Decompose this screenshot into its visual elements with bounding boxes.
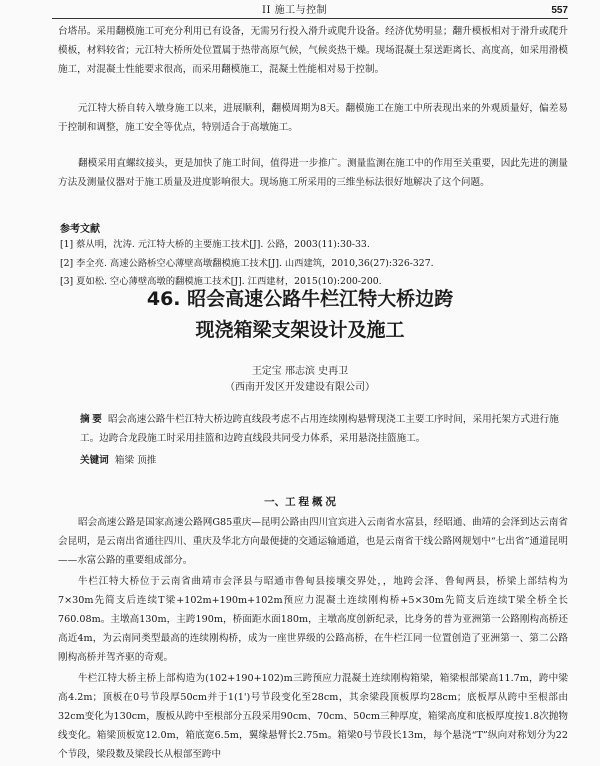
reference-item: [3] 夏如松. 空心薄壁高墩的翻模施工技术[J]. 江西建材，2015(10):200-200. bbox=[60, 276, 382, 287]
article-title-line-2: 现浇箱梁支架设计及施工 bbox=[195, 319, 405, 341]
reference-item: [2] 李全亮. 高速公路桥空心薄壁高墩翻模施工技术[J]. 山西建筑，2010,36(27):326-327. bbox=[60, 257, 434, 269]
body-paragraph: 牛栏江特大桥主桥上部构造为(102+190+102)m三跨预应力混凝土连续刚构箱梁，箱梁根部梁高11.7m，跨中梁高4.2m；顶板在0号节段厚50cm并于1(1')号节段变化至28cm，其余梁段顶板厚均28cm；底板厚从跨中至根部由32cm变化为130cm，腹板从跨中至根部分五段采用90cm、70cm、50cm三种厚度，箱梁高度和底板厚度按1.8次抛物线变化。箱梁顶板宽12.0m，箱底宽6.5m，翼缘悬臂长2.75m。箱梁0号节段长13m，每个悬浇“T”纵向对称划分为22个节段，梁段数及梁段长从根部至跨中 bbox=[58, 673, 568, 760]
abstract-text: 昭会高速公路牛栏江特大桥边跨直线段考虑不占用连续刚构悬臂现浇工主要工序时间，采用托架方式进行施工。边跨合龙段施工时采用挂篮和边跨直线段共同受力体系，采用悬浇挂篮施工。 bbox=[80, 414, 559, 444]
running-head-section: II 施工与控制 bbox=[262, 5, 328, 16]
keywords-label: 关键词 bbox=[80, 455, 109, 466]
body-paragraph: 台塔吊。采用翻模施工可充分利用已有设备，无需另行投入滑升或爬升设备。经济优势明显；翻升模板相对于滑升或爬升模板，材料较省；元江特大桥所处位置属于热带高原气候，气候炎热干燥。现场混凝土泵送距离长、高度高，如采用滑模施工，对混凝土性能要求很高，而采用翻模施工，混凝土性能相对易于控制。 bbox=[58, 26, 568, 75]
references-list bbox=[60, 236, 570, 292]
article-title-line-1: 46. 昭会高速公路牛栏江特大桥边跨 bbox=[146, 288, 454, 310]
section-heading: 一、工 程 概 况 bbox=[264, 496, 336, 508]
article-affiliation: （西南开发区开发建设有限公司） bbox=[225, 382, 375, 393]
abstract-label: 摘 要 bbox=[80, 414, 102, 425]
keywords bbox=[80, 452, 156, 466]
page-header bbox=[52, 4, 568, 19]
body-paragraph: 元江特大桥自转入墩身施工以来，进展顺利，翻模周期为8天。翻模施工在施工中所表现出来的外观质量好，偏差易于控制和调整，施工安全等优点，特别适合于高墩施工。 bbox=[58, 103, 568, 133]
section-body bbox=[58, 513, 568, 766]
body-paragraph: 翻模采用直螺纹接头，更是加快了施工时间，值得进一步推广。测量监测在施工中的作用至关重要，因此先进的测量方法及测量仪器对于施工质量及进度影响很大。现场施工所采用的三维坐标法很好地解决了这个问题。 bbox=[58, 158, 568, 188]
article-authors: 王定宝 邢志滨 史再卫 bbox=[251, 366, 349, 377]
body-paragraph: 牛栏江特大桥位于云南省曲靖市会泽县与昭通市鲁甸县接壤交界处，，地跨会泽、鲁甸两县，桥梁上部结构为7×30m先简支后连续T梁+102m+190m+102m预应力混凝土连续刚构桥+5×30m先简支后连续T梁全桥全长760.08m。主墩高130m，主跨190m，桥面距水面180m，主墩高度创新纪录，比身务的普为亚洲第一公路刚构高桥还高近4m，为云南同类型最高的连续刚构桥，成为一座世界级的公路高桥，在牛栏江同一位置创造了亚洲第一、第二公路刚构高桥并驾齐驱的奇观。 bbox=[58, 576, 568, 663]
page-number: 557 bbox=[551, 5, 568, 16]
reference-item: [1] 蔡从明，沈涛. 元江特大桥的主要施工技术[J]. 公路，2003(11):30-33. bbox=[60, 239, 370, 250]
references-heading: 参考文献 bbox=[60, 224, 100, 235]
keywords-text: 箱梁 顶推 bbox=[114, 455, 157, 466]
body-paragraph: 昭会高速公路是国家高速公路网G85重庆—昆明公路由四川宜宾进入云南省水富县，经昭通、曲靖的会泽到达云南省会昆明，是云南出省通往四川、重庆及华北方向最便捷的交通运输通道，也是云南省干线公路网规划中“七出省”通道昆明——水富公路的重要组成部分。 bbox=[58, 517, 568, 566]
abstract bbox=[80, 410, 568, 448]
